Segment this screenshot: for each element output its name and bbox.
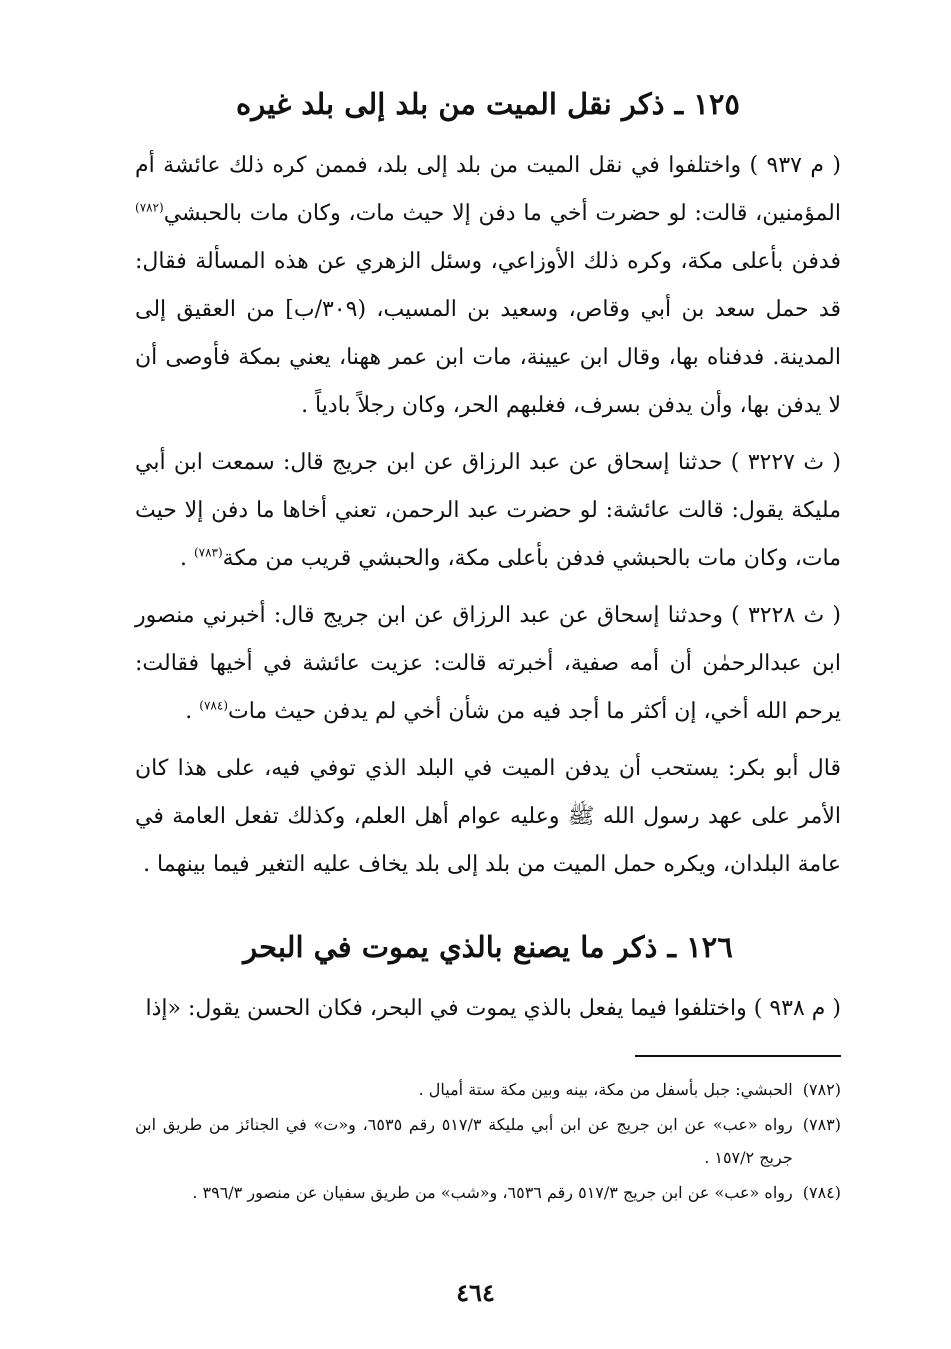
footnote-separator [635,1055,841,1057]
paragraph-text: . [185,699,200,724]
footnote-782 [135,1073,841,1106]
paragraph-abu-bakr: قال أبو بكر: يستحب أن يدفن الميت في البلد الذي توفي فيه، على هذا كان الأمر على عهد رسول الله ﷺ وعليه عوام أهل العلم، وكذلك تفعل العامة في عامة البلدان، ويكره حمل الميت من بلد إلى بلد يخاف عليه التغير فيما بينهما . [135,756,841,877]
footnote-text: رواه «عب» عن ابن جريج ٥١٧/٣ رقم ٦٥٣٦، و«شب» من طريق سفيان عن منصور ٣٩٦/٣ . [192,1183,793,1202]
paragraph-text: ( ث ٣٢٢٨ ) وحدثنا إسحاق عن عبد الرزاق عن ابن جريج قال: أخبرني منصور ابن عبدالرحمٰن أن أمه صفية، أخبرته قالت: عزيت عائشة في أخيها فقالت: يرحم الله أخي، إن أكثر ما أجد فيه من شأن أخي لم يدفن حيث مات [135,603,841,724]
footnote-number: (٧٨٤) [802,1183,841,1202]
footnote-ref-784: (٧٨٤) [199,698,229,713]
paragraph-text: . [179,546,194,571]
footnote-783 [135,1108,841,1174]
page-number: ٤٦٤ [456,1278,495,1307]
paragraph-text: فدفن بأعلى مكة، وكره ذلك الأوزاعي، وسئل الزهري عن هذه المسألة فقال: قد حمل سعد بن أبي وقاص، وسعيد بن المسيب، (٣٠٩/ب] من العقيق إلى المدينة. فدفناه بها، وقال ابن عيينة، مات ابن عمر ههنا، يعني بمكة فأوصى أن لا يدفن بها، وأن يدفن بسرف، فغلبهم الحر، وكان رجلاً بادياً . [135,249,841,418]
paragraph-t3227 [135,439,841,583]
footnote-text: رواه «عب» عن ابن جريج عن ابن أبي مليكة ٥١٧/٣ رقم ٦٥٣٥، و«ت» في الجنائز من طريق ابن جريج ١٥٧/٢ . [135,1115,793,1167]
paragraph-m937 [135,142,841,430]
footnote-ref-783: (٧٨٣) [193,545,223,560]
paragraph-m938: ( م ٩٣٨ ) واختلفوا فيما يفعل بالذي يموت في البحر، فكان الحسن يقول: «إذا [145,996,841,1021]
footnote-number: (٧٨٣) [802,1115,841,1134]
footnote-784 [135,1176,841,1209]
footnote-number: (٧٨٢) [802,1080,841,1099]
paragraph-text: ( ث ٣٢٢٧ ) حدثنا إسحاق عن عبد الرزاق عن ابن جريج قال: سمعت ابن أبي مليكة يقول: قالت عائشة: لو حضرت عبد الرحمن، تعني أخاها ما دفن إلا حيث مات، وكان مات بالحبشي فدفن بأعلى مكة، والحبشي قريب من مكة [135,450,842,571]
chapter-heading-126: ١٢٦ ـ ذكر ما يصنع بالذي يموت في البحر [243,930,733,964]
paragraph-text: ( م ٩٣٧ ) واختلفوا في نقل الميت من بلد إلى بلد، فممن كره ذلك عائشة أم المؤمنين، قالت: لو حضرت أخي ما دفن إلا حيث مات، وكان مات بالحبشي [135,153,841,226]
chapter-heading-125: ١٢٥ ـ ذكر نقل الميت من بلد إلى بلد غيره [236,87,740,121]
footnote-text: الحبشي: جبل بأسفل من مكة، بينه وبين مكة ستة أميال . [418,1080,793,1099]
paragraph-t3228 [135,592,841,736]
footnote-ref-782: (٧٨٢) [135,200,164,215]
